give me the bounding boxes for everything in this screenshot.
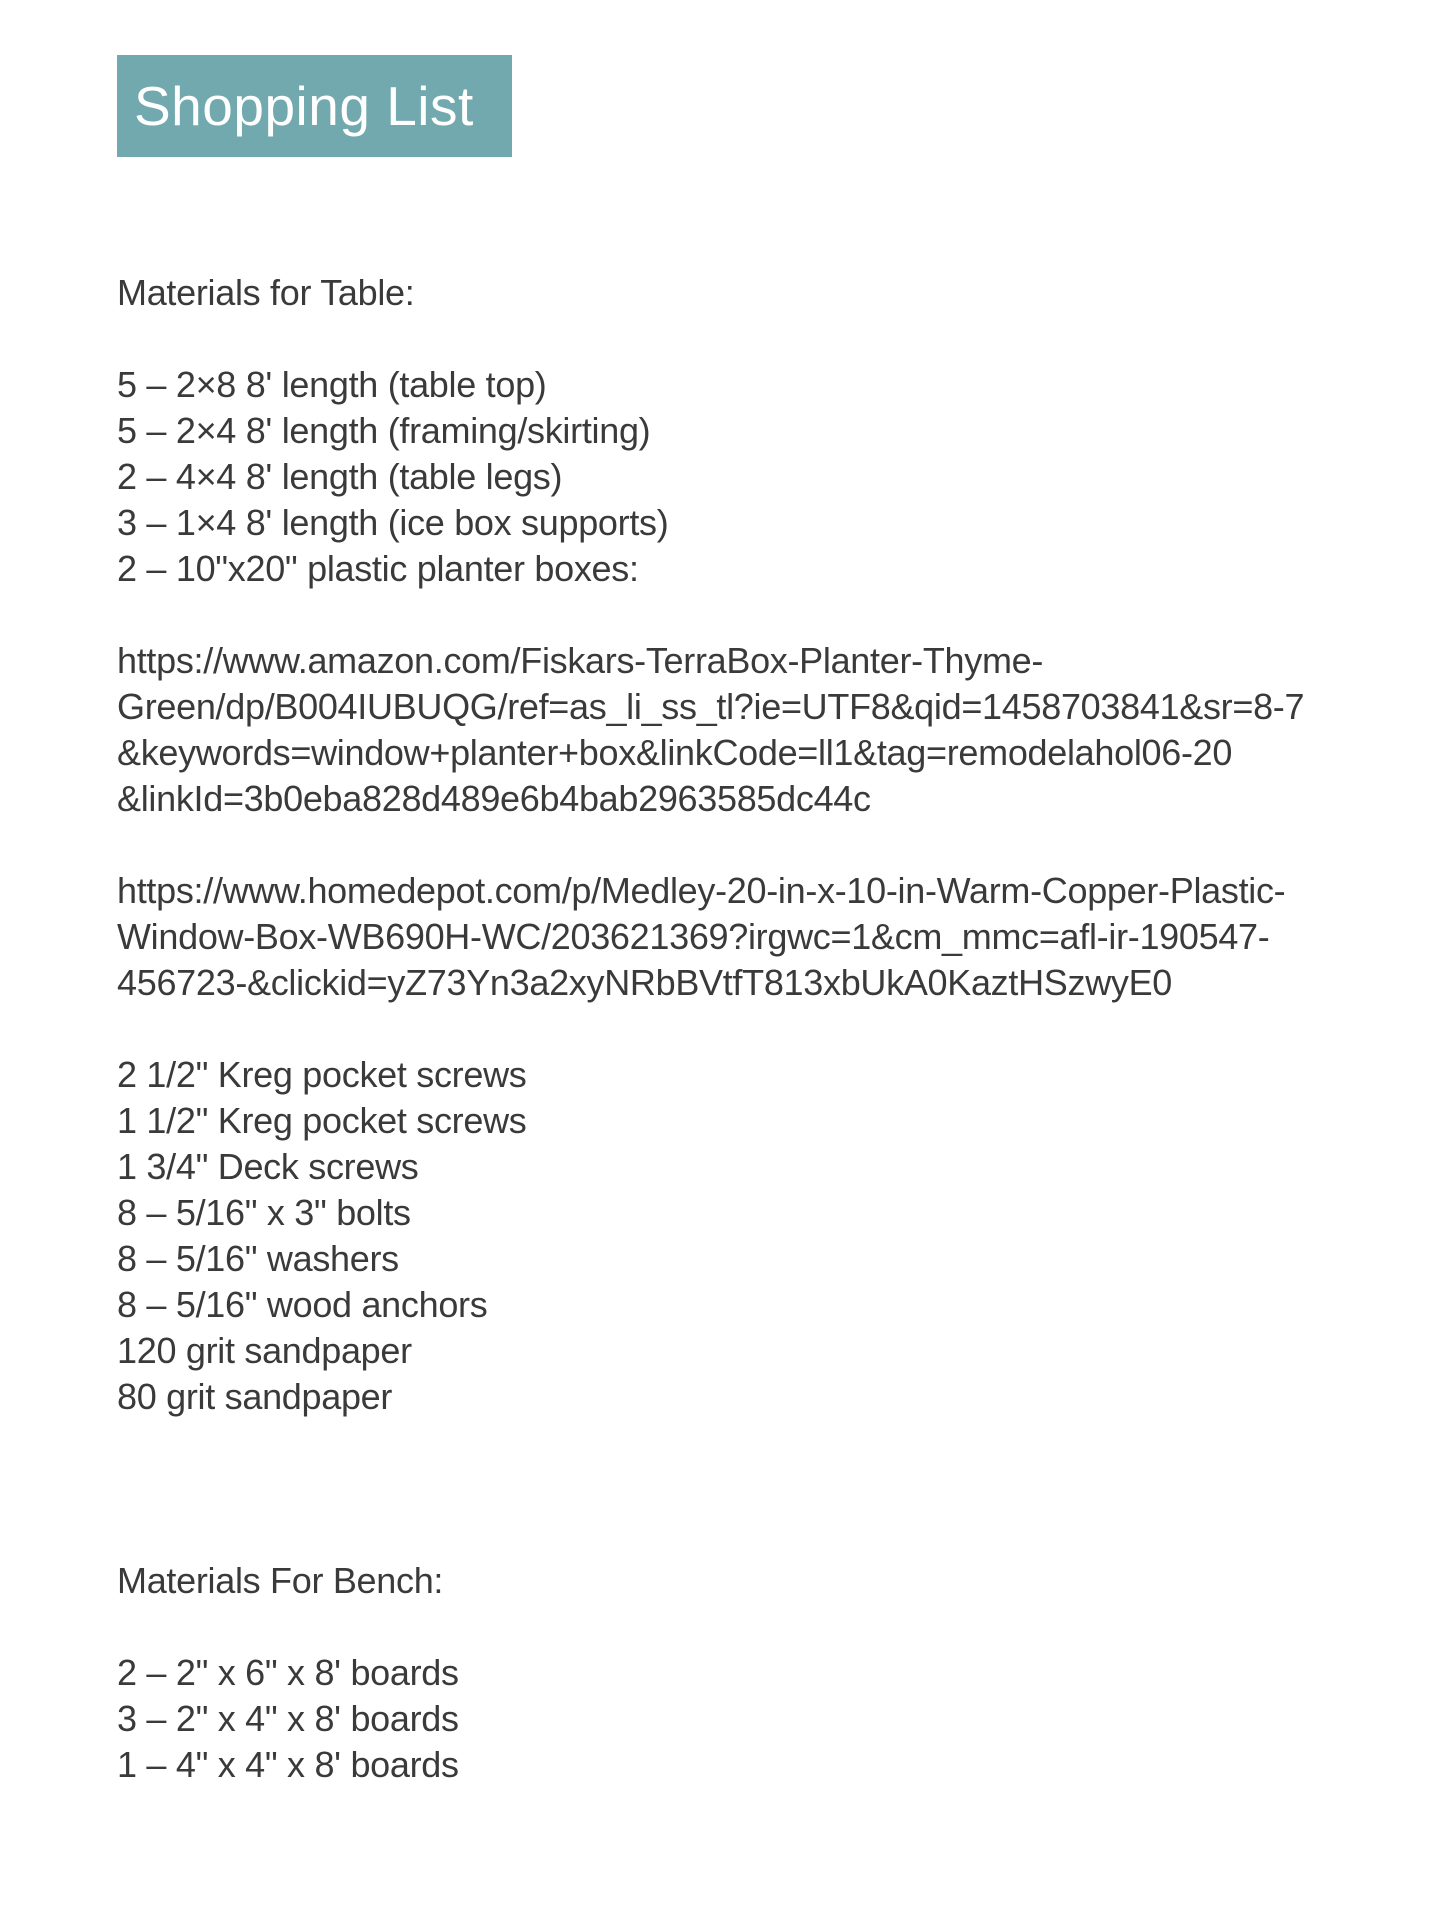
list-item: 3 – 2" x 4" x 8' boards bbox=[117, 1698, 459, 1739]
list-item: 3 – 1×4 8' length (ice box supports) bbox=[117, 502, 669, 543]
shopping-list-content bbox=[117, 270, 1377, 1788]
link-text-line[interactable]: Green/dp/B004IUBUQG/ref=as_li_ss_tl?ie=UTF8&qid=1458703841&sr=8-7 bbox=[117, 686, 1305, 727]
list-item: 80 grit sandpaper bbox=[117, 1376, 393, 1417]
list-item: 1 1/2" Kreg pocket screws bbox=[117, 1100, 527, 1141]
list-item: 8 – 5/16" washers bbox=[117, 1238, 399, 1279]
bench-materials-heading: Materials For Bench: bbox=[117, 1560, 444, 1601]
homedepot-link[interactable] bbox=[117, 868, 1377, 1006]
list-item: 8 – 5/16" x 3" bolts bbox=[117, 1192, 411, 1233]
list-item: 1 – 4" x 4" x 8' boards bbox=[117, 1744, 459, 1785]
list-item: 8 – 5/16" wood anchors bbox=[117, 1284, 488, 1325]
amazon-link[interactable] bbox=[117, 638, 1377, 822]
list-item: 1 3/4" Deck screws bbox=[117, 1146, 419, 1187]
list-item: 2 1/2" Kreg pocket screws bbox=[117, 1054, 527, 1095]
link-text-line[interactable]: https://www.amazon.com/Fiskars-TerraBox-Planter-Thyme- bbox=[117, 640, 1044, 681]
table-materials-heading: Materials for Table: bbox=[117, 272, 415, 313]
table-lumber-list bbox=[117, 362, 1377, 592]
link-text-line[interactable]: &keywords=window+planter+box&linkCode=ll1&tag=remodelahol06-20 bbox=[117, 732, 1233, 773]
table-hardware-list bbox=[117, 1052, 1377, 1420]
link-text-line[interactable]: https://www.homedepot.com/p/Medley-20-in-x-10-in-Warm-Copper-Plastic- bbox=[117, 870, 1286, 911]
link-text-line[interactable]: &linkId=3b0eba828d489e6b4bab2963585dc44c bbox=[117, 778, 871, 819]
page-title: Shopping List bbox=[134, 74, 474, 137]
title-banner bbox=[117, 55, 512, 157]
link-text-line[interactable]: Window-Box-WB690H-WC/203621369?irgwc=1&cm_mmc=afl-ir-190547- bbox=[117, 916, 1270, 957]
list-item: 5 – 2×4 8' length (framing/skirting) bbox=[117, 410, 651, 451]
list-item: 2 – 10"x20" plastic planter boxes: bbox=[117, 548, 639, 589]
list-item: 120 grit sandpaper bbox=[117, 1330, 412, 1371]
list-item: 2 – 4×4 8' length (table legs) bbox=[117, 456, 563, 497]
list-item: 2 – 2" x 6" x 8' boards bbox=[117, 1652, 459, 1693]
bench-lumber-list bbox=[117, 1650, 1377, 1788]
list-item: 5 – 2×8 8' length (table top) bbox=[117, 364, 547, 405]
link-text-line[interactable]: 456723-&clickid=yZ73Yn3a2xyNRbBVtfT813xbUkA0KaztHSzwyE0 bbox=[117, 962, 1173, 1003]
